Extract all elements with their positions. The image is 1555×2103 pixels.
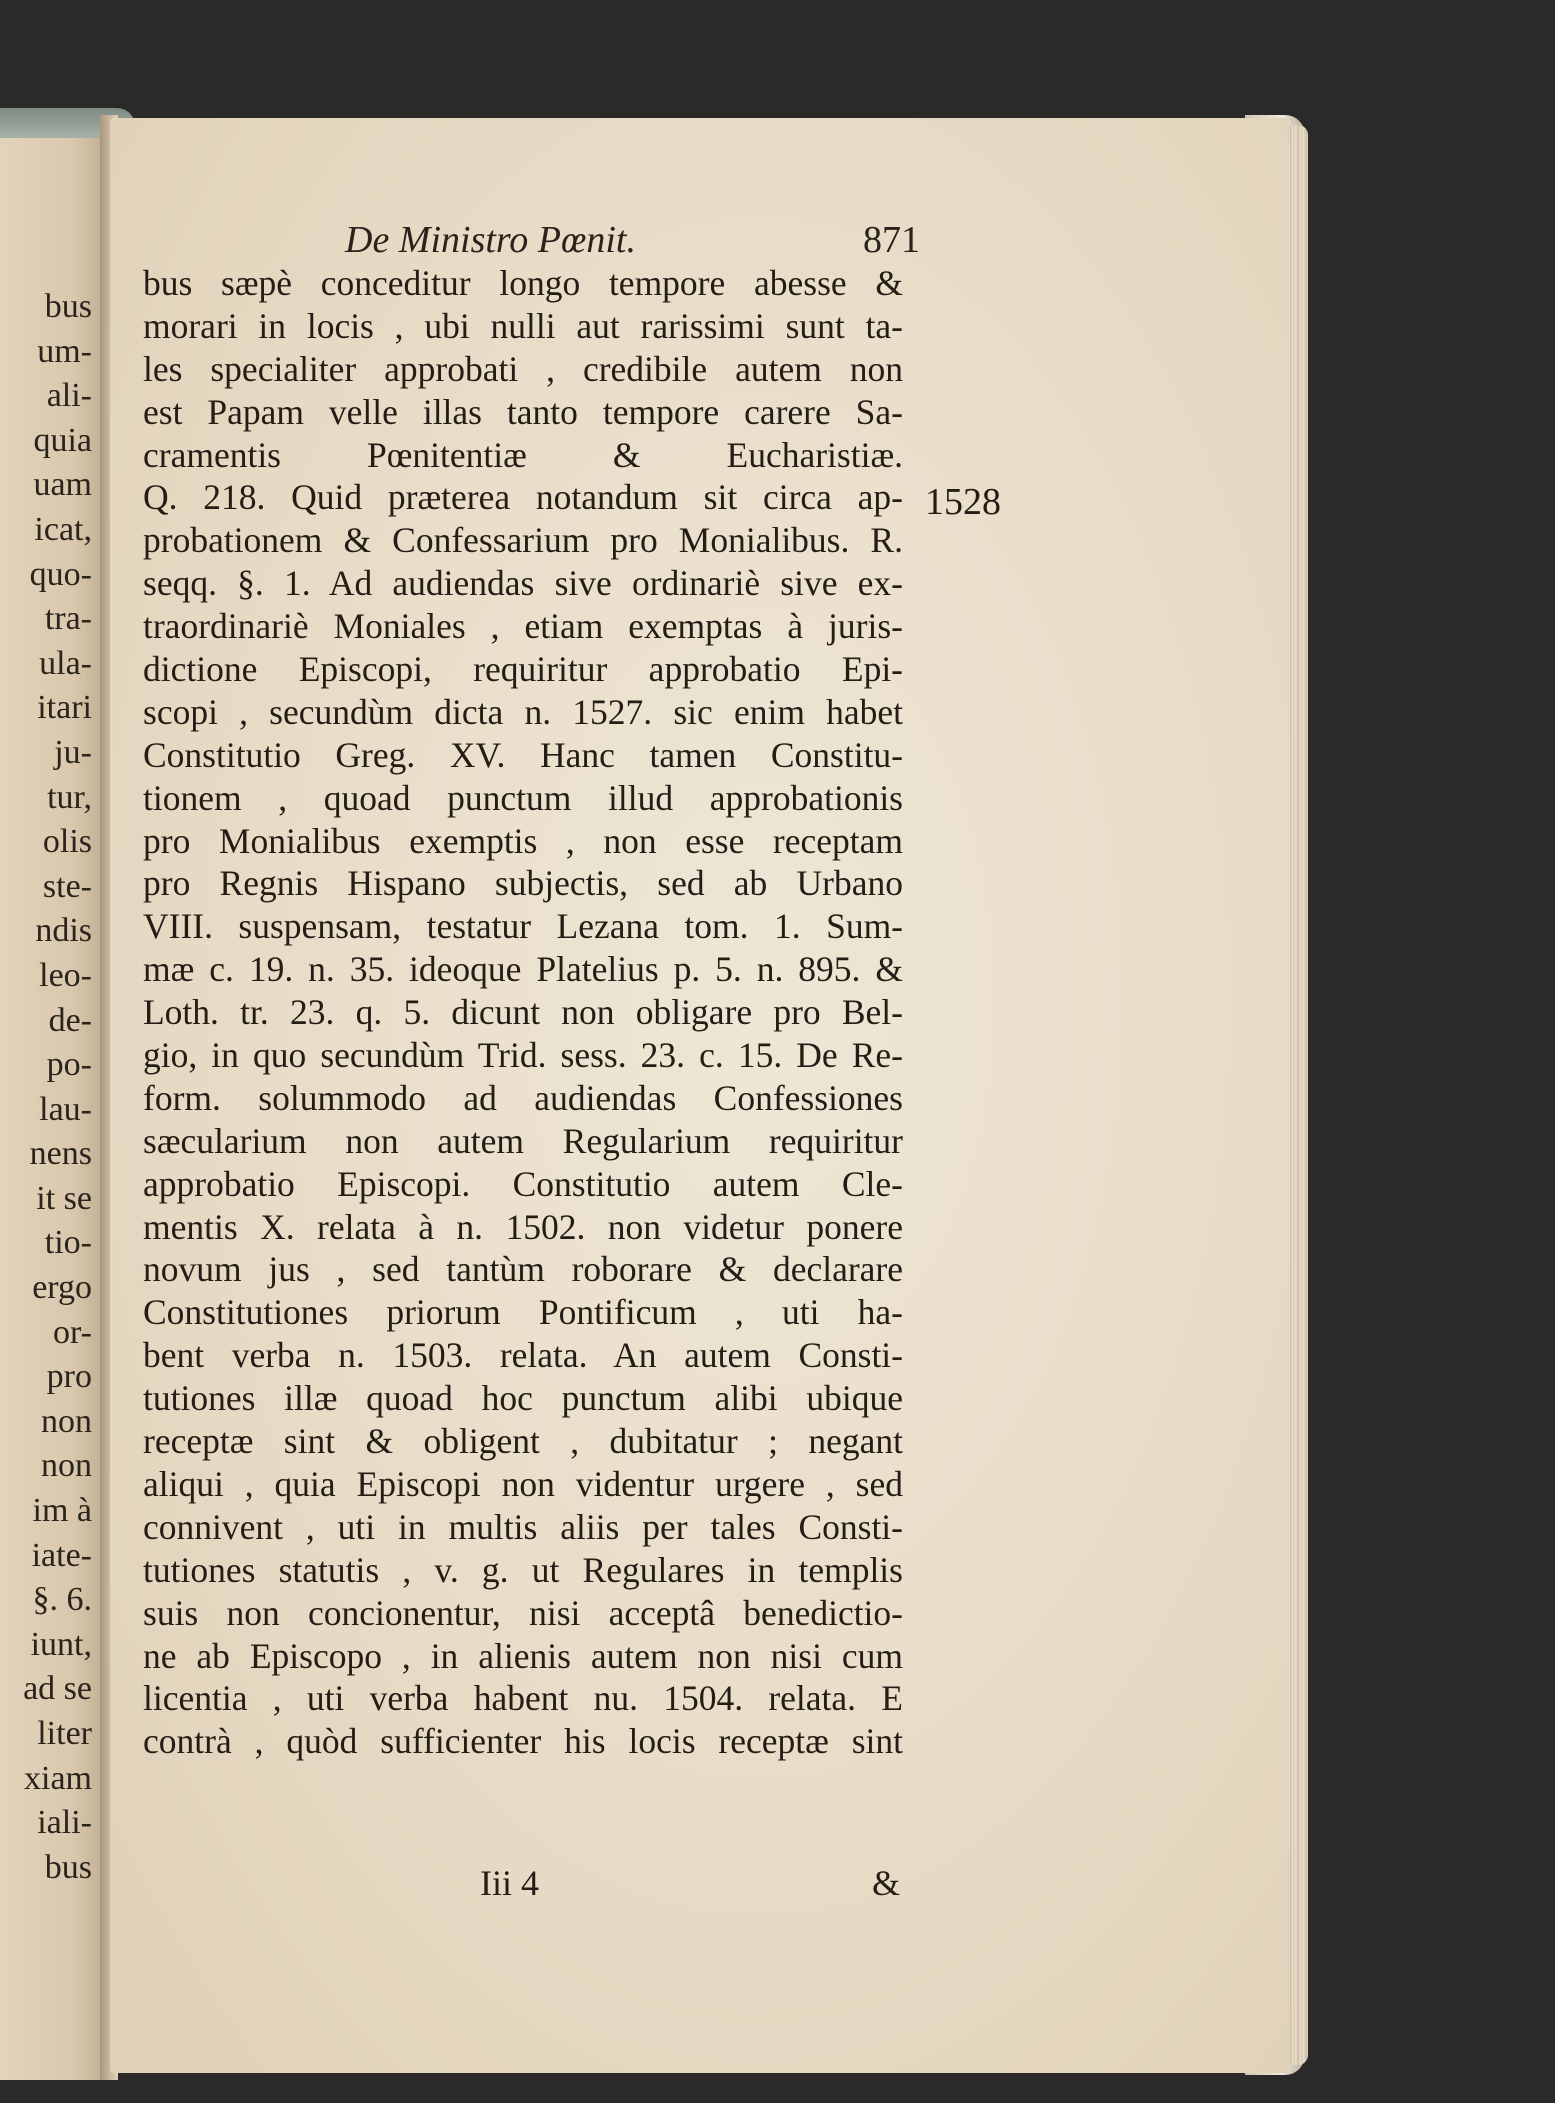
text-line: Q. 218. Quid præterea notandum sit circa ap- — [143, 477, 903, 518]
left-fragment: ste- — [42, 867, 92, 905]
left-page-fragments — [0, 285, 100, 1890]
left-fragment: lau- — [39, 1090, 92, 1128]
page-number: 871 — [863, 219, 920, 261]
catchword: & — [871, 1863, 900, 1903]
left-fragment: non — [41, 1402, 92, 1440]
left-fragment: xiam — [24, 1759, 92, 1797]
left-fragment: olis — [42, 823, 92, 861]
margin-paragraph-number: 1528 — [925, 481, 1001, 523]
text-line: tionem , quoad punctum illud approbationis — [143, 777, 903, 818]
text-line: suis non concionentur, nisi acceptâ benedictio- — [143, 1592, 903, 1633]
page-footer — [140, 1862, 900, 1912]
text-line: novum jus , sed tantùm roborare & declarare — [143, 1249, 903, 1290]
left-fragment: de- — [48, 1001, 92, 1039]
text-line: approbatio Episcopi. Constitutio autem Cle- — [143, 1163, 903, 1204]
text-line: traordinariè Moniales , etiam exemptas à juris- — [143, 606, 903, 647]
text-line: mæ c. 19. n. 35. ideoque Platelius p. 5. n. 895. & — [143, 949, 903, 990]
text-line: seqq. §. 1. Ad audiendas sive ordinariè sive ex- — [143, 563, 903, 604]
text-line: morari in locis , ubi nulli aut rarissimi sunt ta- — [143, 305, 903, 346]
text-line: form. solummodo ad audiendas Confessiones — [143, 1077, 903, 1118]
text-line: tutiones statutis , v. g. ut Regulares in templis — [143, 1549, 903, 1590]
left-fragment: uam — [33, 466, 92, 504]
text-line: gio, in quo secundùm Trid. sess. 23. c. 15. De Re- — [143, 1035, 903, 1076]
left-fragment: ali- — [46, 377, 92, 415]
text-line: les specialiter approbati , credibile autem non — [143, 348, 903, 389]
text-line: contrà , quòd sufficienter his locis receptæ sint — [143, 1721, 903, 1762]
left-fragment: iate- — [31, 1536, 92, 1574]
left-fragment: im à — [32, 1492, 92, 1530]
text-line: ne ab Episcopo , in alienis autem non nisi cum — [143, 1635, 903, 1676]
left-fragment: nens — [29, 1135, 92, 1173]
left-fragment: bus — [44, 288, 92, 325]
text-line: VIII. suspensam, testatur Lezana tom. 1. Sum- — [143, 906, 903, 947]
left-fragment: ju- — [54, 733, 92, 771]
running-title: De Ministro Pœnit. — [345, 219, 636, 261]
text-line: pro Regnis Hispano subjectis, sed ab Urbano — [143, 863, 903, 904]
left-fragment: iali- — [37, 1804, 92, 1842]
left-fragment: or- — [53, 1313, 92, 1351]
body-text — [143, 262, 903, 1763]
text-line: pro Monialibus exemptis , non esse receptam — [143, 820, 903, 861]
left-fragment: um- — [37, 332, 92, 370]
left-fragment: tra- — [44, 600, 92, 638]
text-line: est Papam velle illas tanto tempore carere Sa- — [143, 391, 903, 432]
text-line: tutiones illæ quoad hoc punctum alibi ubique — [143, 1378, 903, 1419]
left-fragment: itari — [37, 689, 92, 727]
text-line: mentis X. relata à n. 1502. non videtur ponere — [143, 1206, 903, 1247]
left-fragment: icat, — [34, 510, 92, 548]
left-fragment: iunt, — [30, 1625, 92, 1663]
left-fragment: ndis — [35, 912, 92, 950]
text-line: dictione Episcopi, requiritur approbatio Epi- — [143, 649, 903, 690]
left-fragment: liter — [37, 1715, 92, 1752]
left-fragment: bus — [44, 1848, 92, 1886]
text-line: aliqui , quia Episcopi non videntur urgere , sed — [143, 1463, 903, 1504]
text-line: sæcularium non autem Regularium requiritur — [143, 1120, 903, 1161]
text-line: bent verba n. 1503. relata. An autem Consti- — [143, 1335, 903, 1376]
text-line: connivent , uti in multis aliis per tales Consti- — [143, 1506, 903, 1547]
text-line: Constitutiones priorum Pontificum , uti ha- — [143, 1292, 903, 1333]
text-line: cramentis Pœnitentiæ & Eucharistiæ. — [143, 434, 903, 475]
text-line: licentia , uti verba habent nu. 1504. relata. E — [143, 1678, 903, 1719]
text-line: Constitutio Greg. XV. Hanc tamen Constitu- — [143, 734, 903, 775]
left-fragment: ergo — [32, 1269, 92, 1307]
left-fragment: non — [41, 1447, 92, 1485]
text-line: scopi , secundùm dicta n. 1527. sic enim habet — [143, 691, 903, 732]
left-fragment: tio- — [44, 1224, 92, 1262]
text-line: Loth. tr. 23. q. 5. dicunt non obligare pro Bel- — [143, 992, 903, 1033]
left-fragment: ula- — [39, 644, 92, 682]
left-fragment: quia — [33, 421, 92, 459]
left-fragment: po- — [46, 1046, 92, 1084]
text-line: receptæ sint & obligent , dubitatur ; negant — [143, 1421, 903, 1462]
left-fragment: leo- — [39, 956, 92, 994]
left-fragment: it se — [36, 1179, 92, 1217]
left-fragment: tur, — [47, 778, 92, 816]
signature-mark: Iii 4 — [480, 1863, 539, 1903]
left-fragment: quo- — [29, 555, 92, 593]
left-fragment: pro — [46, 1358, 92, 1396]
text-line: bus sæpè conceditur longo tempore abesse & — [143, 263, 903, 303]
text-line: probationem & Confessarium pro Monialibus. R. — [143, 520, 903, 561]
left-fragment: §. 6. — [32, 1581, 92, 1619]
running-header — [345, 218, 920, 268]
left-fragment: ad se — [23, 1670, 92, 1708]
